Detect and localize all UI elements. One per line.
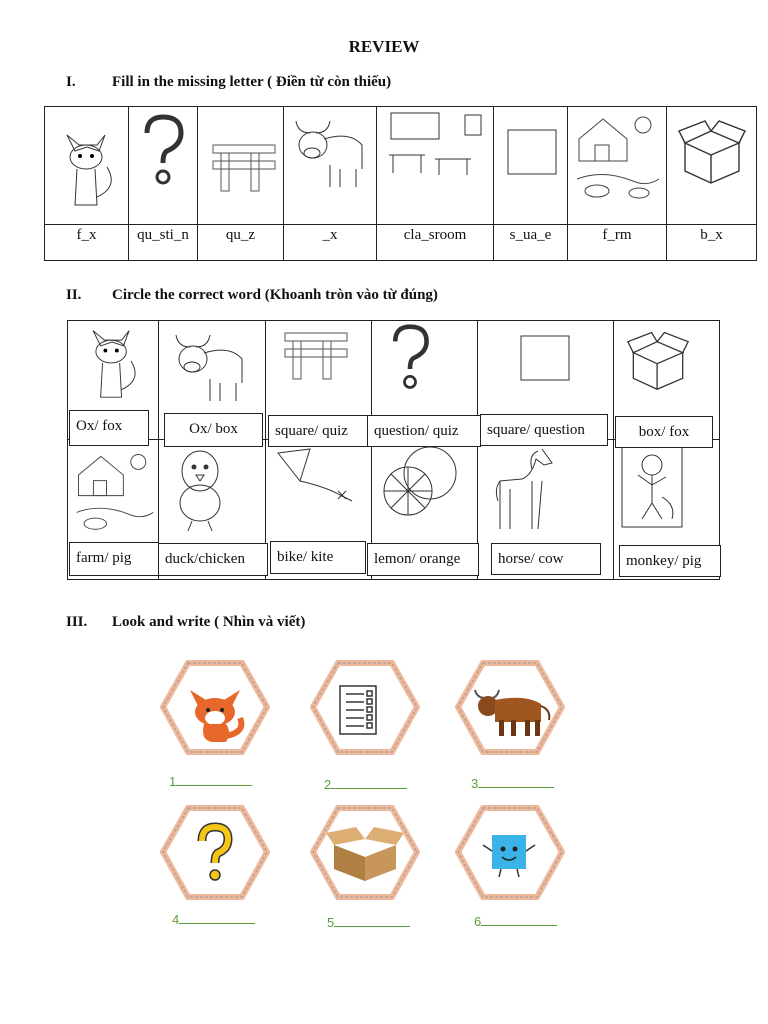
word-choice-box[interactable]: question/ quiz [367,415,481,447]
hex-card-box [310,805,420,900]
fill-in-table [44,106,757,261]
section-3-heading: III. Look and write ( Nhìn và viết) [66,614,306,630]
ox-icon [170,327,250,405]
crossword-icon [211,143,277,193]
word-cell: _x [322,227,338,243]
word-cell: f_x [76,227,97,243]
answer-line[interactable]: 6 [474,913,557,929]
word-choice-box[interactable]: farm/ pig [69,542,159,576]
answer-line[interactable]: 3 [471,775,554,791]
word-cell: s_ua_e [509,227,552,243]
hex-card-fox [160,660,270,755]
page-title: REVIEW [348,37,420,56]
crossword-icon [283,331,349,381]
word-choice-box[interactable]: lemon/ orange [367,543,479,576]
answer-line[interactable]: 5 [327,914,410,930]
fox-icon [78,323,148,401]
question-mark-icon [386,323,434,393]
farm-icon [72,447,156,533]
fox-icon [57,127,119,209]
ox-icon [290,113,370,191]
chicken-icon [168,445,234,533]
box-icon [677,117,747,185]
question-mark-icon [137,113,189,189]
answer-line[interactable]: 4 [172,911,255,927]
word-choice-box[interactable]: bike/ kite [270,541,366,574]
word-choice-box[interactable]: Ox/ box [164,413,263,447]
word-choice-box[interactable]: horse/ cow [491,543,601,575]
section-2-heading: II. Circle the correct word (Khoanh tròn vào từ đúng) [66,287,438,303]
section-1-heading: I. Fill in the missing letter ( Điền từ còn thiếu) [66,74,392,90]
word-cell: qu_sti_n [137,227,189,243]
orange-icon [378,443,462,523]
word-choice-box[interactable]: monkey/ pig [619,545,721,577]
answer-line[interactable]: 1 [169,773,252,789]
hex-card-square [455,805,565,900]
hex-card-question [160,805,270,900]
word-cell: qu_z [225,227,256,243]
square-icon [507,129,557,175]
word-choice-box[interactable]: Ox/ fox [69,410,149,446]
answer-line[interactable]: 2 [324,776,407,792]
word-choice-box[interactable]: box/ fox [615,416,713,448]
word-choice-box[interactable]: square/ question [480,414,608,446]
word-cell: cla_sroom [403,227,467,243]
monkey-icon [620,445,684,529]
classroom-icon [385,109,489,179]
word-cell: b_x [700,227,723,243]
farm-icon [573,109,661,201]
word-cell: f_rm [602,227,632,243]
hex-card-ox [455,660,565,755]
horse-icon [492,445,556,535]
word-choice-box[interactable]: duck/chicken [158,543,268,576]
word-choice-box[interactable]: square/ quiz [268,415,369,447]
hex-card-quiz [310,660,420,755]
square-icon [520,335,570,381]
circle-word-table [67,320,720,580]
kite-icon [276,447,360,507]
box-icon [626,327,690,393]
